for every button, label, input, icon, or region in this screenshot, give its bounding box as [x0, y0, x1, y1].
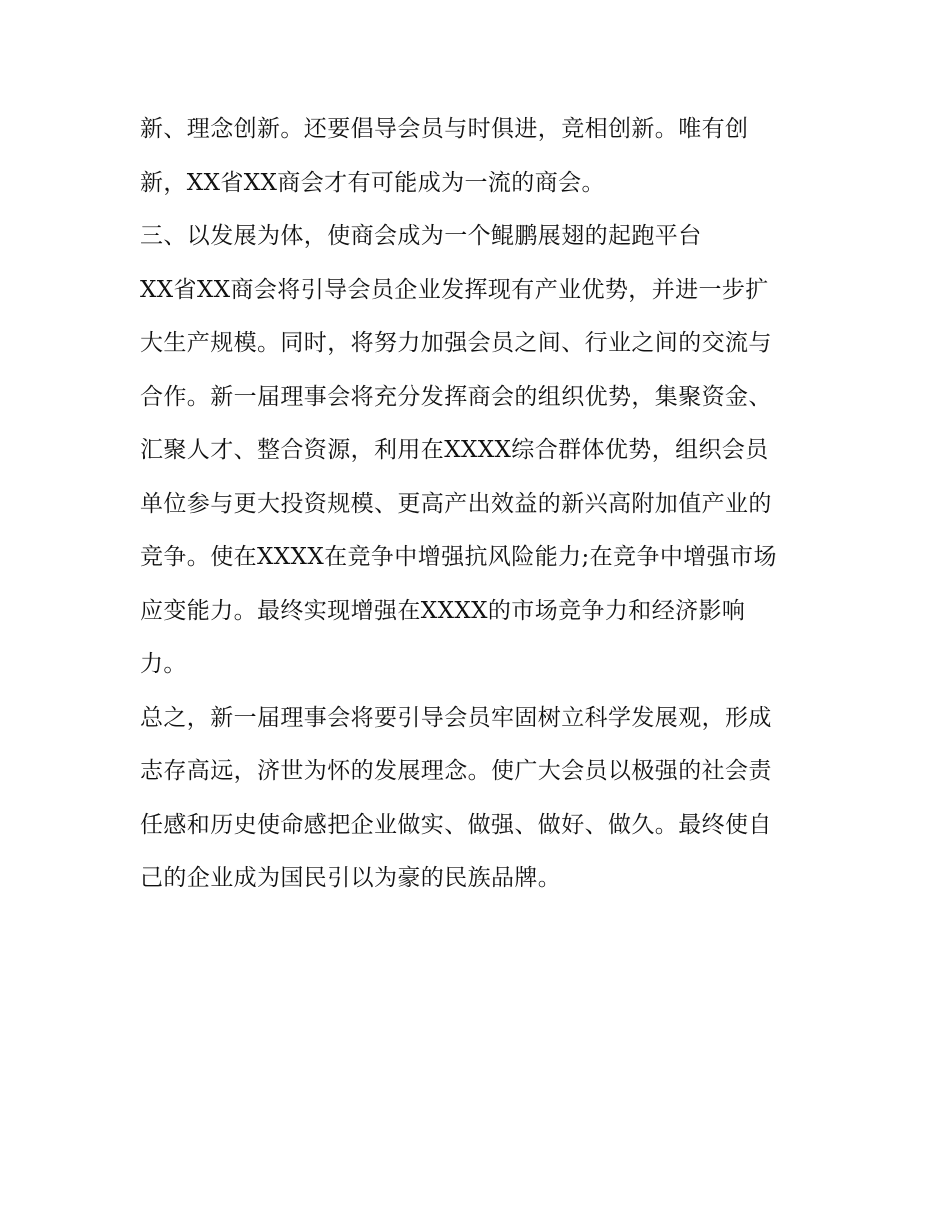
text-line: 新、理念创新。还要倡导会员与时俱进，竞相创新。唯有创 [140, 116, 749, 142]
text-line: 己的企业成为国民引以为豪的民族品牌。 [140, 865, 562, 891]
text-line: XX省XX商会将引导会员企业发挥现有产业优势，并进一步扩 [140, 276, 769, 303]
text-line: 总之，新一届理事会将要引导会员牢固树立科学发展观，形成 [140, 704, 772, 731]
text-line: 任感和历史使命感把企业做实、做强、做好、做久。最终使自 [140, 811, 772, 838]
text-line: 大生产规模。同时，将努力加强会员之间、行业之间的交流与 [140, 330, 772, 356]
document-body [140, 108, 820, 911]
text-line: 合作。新一届理事会将充分发挥商会的组织优势，集聚资金、 [140, 383, 772, 410]
text-line: 志存高远，济世为怀的发展理念。使广大会员以极强的社会责 [140, 758, 772, 784]
text-line: 应变能力。最终实现增强在XXXX的市场竞争力和经济影响 [140, 597, 746, 624]
text-line: 单位参与更大投资规模、更高产出效益的新兴高附加值产业的 [140, 490, 772, 517]
text-line: 新，XX省XX商会才有可能成为一流的商会。 [140, 169, 605, 196]
text-line: 汇聚人才、整合资源，利用在XXXX综合群体优势，组织会员 [140, 437, 769, 463]
text-line: 竞争。使在XXXX在竞争中增强抗风险能力;在竞争中增强市场 [140, 544, 777, 570]
section-heading: 三、以发展为体，使商会成为一个鲲鹏展翅的起跑平台 [140, 223, 702, 249]
text-line: 力。 [140, 651, 187, 677]
